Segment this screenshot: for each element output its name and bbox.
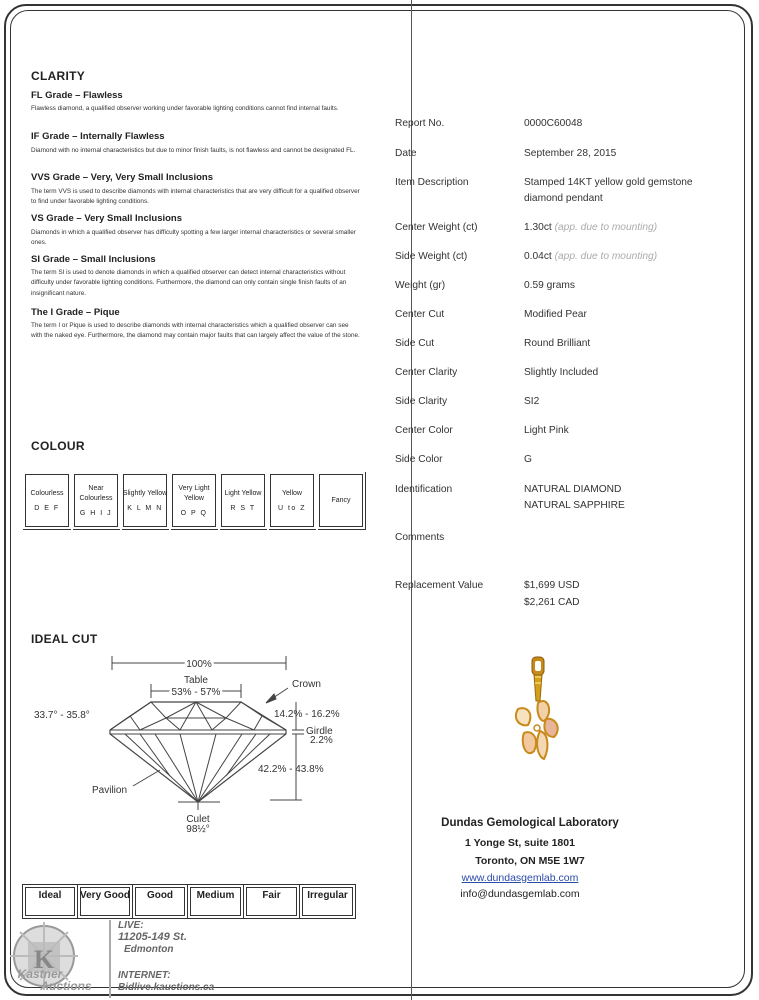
lab-address-line1: 1 Yonge St, suite 1801	[465, 837, 575, 849]
crown-label: Crown	[292, 679, 321, 690]
culet-label: Culet	[186, 814, 210, 825]
report-value: 0.59 grams	[524, 280, 575, 291]
width-label: 100%	[186, 659, 212, 670]
clarity-grade-desc: The term VVS is used to describe diamonds with internal characteristics that are very difficult for a qualified observer to find under favorable lighting conditions.	[31, 188, 360, 206]
report-value: SI2	[524, 396, 540, 407]
stamp-internet-label: INTERNET:	[118, 970, 171, 981]
report-label: Center Clarity	[395, 367, 458, 378]
cut-grade-cell: Good	[133, 885, 188, 919]
lab-website-link[interactable]: www.dundasgemlab.com	[461, 872, 579, 884]
cut-grade-cell: Irregular	[300, 885, 356, 919]
pendant-photo	[494, 655, 564, 767]
report-label: Report No.	[395, 118, 445, 129]
auction-watermark	[6, 920, 246, 998]
svg-text:Auctions: Auctions	[40, 979, 92, 993]
clarity-grade-title: The I Grade – Pique	[31, 307, 120, 318]
colour-cell-name: Light Yellow	[224, 490, 262, 497]
kastner-auctions-logo	[6, 920, 116, 998]
report-label: Identification	[395, 484, 453, 495]
colour-cell-name: Fancy	[331, 496, 351, 504]
report-label: Center Cut	[395, 309, 445, 320]
cut-grade-cell: Ideal	[23, 885, 78, 919]
table-label: Table	[184, 675, 208, 686]
report-value	[524, 220, 657, 236]
stamp-city: Edmonton	[124, 944, 174, 955]
report-value-line2: diamond pendant	[524, 193, 603, 204]
report-label: Date	[395, 148, 417, 159]
girdle-value-label: 2.2%	[310, 735, 333, 746]
clarity-grade-title: VS Grade – Very Small Inclusions	[31, 213, 183, 224]
pavilion-depth-label: 42.2% - 43.8%	[258, 764, 324, 775]
colour-cell-name: Yellow	[282, 490, 302, 497]
colour-cell-name: Very Light Yellow	[178, 485, 210, 502]
clarity-grade-title: VVS Grade – Very, Very Small Inclusions	[31, 172, 213, 183]
colour-scale-table	[22, 471, 366, 530]
colour-cell-code: D E F	[34, 505, 60, 512]
report-value: $1,699 USD	[524, 580, 580, 591]
report-label: Item Description	[395, 177, 469, 188]
cut-grade-cell: Medium	[188, 885, 244, 919]
pavilion-label: Pavilion	[92, 785, 128, 796]
colour-cell	[170, 472, 219, 530]
crown-height-label: 14.2% - 16.2%	[274, 709, 340, 720]
clarity-grade-title: SI Grade – Small Inclusions	[31, 254, 156, 265]
colour-cell-code: K L M N	[127, 505, 163, 512]
report-label: Weight (gr)	[395, 280, 446, 291]
report-value-text: 0.04ct	[524, 251, 552, 262]
report-value-line2: NATURAL SAPPHIRE	[524, 500, 625, 511]
report-value: Stamped 14KT yellow gold gemstone	[524, 177, 693, 188]
report-label: Side Weight (ct)	[395, 251, 468, 262]
clarity-grade-desc: Diamonds in which a qualified observer has difficulty spotting a few larger internal characteristics or several smaller ones.	[31, 229, 356, 247]
colour-cell-code: U to Z	[277, 505, 307, 512]
colour-cell	[121, 472, 170, 530]
colour-cell-code: O P Q	[180, 510, 208, 517]
report-value: G	[524, 454, 532, 465]
colour-cell-name: Colourless	[30, 490, 64, 497]
girdle-label: Girdle	[306, 726, 333, 737]
report-value-note: (app. due to mounting)	[554, 222, 658, 233]
report-label: Side Clarity	[395, 396, 448, 407]
report-value: 0000C60048	[524, 118, 583, 129]
report-value	[524, 249, 657, 265]
clarity-grade-desc: The term I or Pique is used to describe diamonds with internal characteristics which a qualified observer can see with the naked eye. Furthermore, the diamond may contain major faults that can largely affect the value of the stone.	[31, 322, 360, 340]
colour-cell	[219, 472, 268, 530]
clarity-grade-desc: The term SI is used to denote diamonds in which a qualified observer can detect internal characteristics without difficulty under favorable lighting conditions. Furthermore, the diamond can only contain single finish faults of an insignificant nature.	[31, 269, 347, 297]
lab-address-line2: Toronto, ON M5E 1W7	[475, 855, 585, 867]
clarity-grade-title: IF Grade – Internally Flawless	[31, 131, 165, 142]
cut-grade-table	[22, 884, 356, 919]
report-label: Side Color	[395, 454, 443, 465]
report-value-line2: $2,261 CAD	[524, 597, 580, 608]
report-label: Side Cut	[395, 338, 435, 349]
table-range-label: 53% - 57%	[171, 687, 221, 698]
report-value: NATURAL DIAMOND	[524, 484, 622, 495]
report-value-text: 1.30ct	[524, 222, 552, 233]
report-value: Light Pink	[524, 425, 569, 436]
lab-name: Dundas Gemological Laboratory	[441, 817, 619, 829]
report-value: Round Brilliant	[524, 338, 591, 349]
ideal-cut-heading: IDEAL CUT	[31, 632, 98, 646]
culet-value-label: 98½°	[186, 824, 210, 835]
colour-cell-name: Slightly Yellow	[122, 490, 168, 497]
report-label: Center Weight (ct)	[395, 222, 478, 233]
colour-cell	[72, 472, 121, 530]
colour-cell-code: R S T	[230, 505, 256, 512]
colour-cell-name: Near Colourless	[79, 485, 113, 502]
lab-email: info@dundasgemlab.com	[460, 888, 580, 900]
report-value: Slightly Included	[524, 367, 599, 378]
svg-text:Kastner: Kastner	[17, 967, 63, 981]
report-label: Replacement Value	[395, 580, 484, 591]
svg-text:K: K	[33, 945, 55, 974]
colour-cell-code: G H I J	[79, 510, 113, 517]
clarity-grade-desc: Flawless diamond, a qualified observer working under favorable lighting conditions cannot find internal faults.	[31, 105, 339, 112]
stamp-internet-url: Bidlive.kauctions.ca	[118, 982, 215, 993]
clarity-grade-desc: Diamond with no internal characteristics but due to minor finish faults, is not flawless and cannot be designated FL.	[31, 147, 356, 154]
diamond-proportion-diagram	[30, 650, 360, 840]
report-value: Modified Pear	[524, 309, 587, 320]
report-label: Center Color	[395, 425, 453, 436]
stamp-address: 11205-149 St.	[118, 931, 187, 943]
colour-cell	[317, 472, 366, 530]
colour-heading: COLOUR	[31, 439, 85, 453]
colour-cell	[268, 472, 317, 530]
clarity-heading: CLARITY	[31, 69, 86, 83]
report-value: September 28, 2015	[524, 148, 617, 159]
cut-grade-cell: Very Good	[78, 885, 133, 919]
stamp-live-label: LIVE:	[118, 920, 144, 931]
diamond-outline	[110, 702, 286, 802]
colour-cell	[23, 472, 72, 530]
crown-angle-label: 33.7° - 35.8°	[34, 710, 90, 721]
report-value-note: (app. due to mounting)	[554, 251, 658, 262]
cut-grade-cell: Fair	[244, 885, 300, 919]
clarity-grade-title: FL Grade – Flawless	[31, 90, 123, 101]
report-label: Comments	[395, 532, 445, 543]
